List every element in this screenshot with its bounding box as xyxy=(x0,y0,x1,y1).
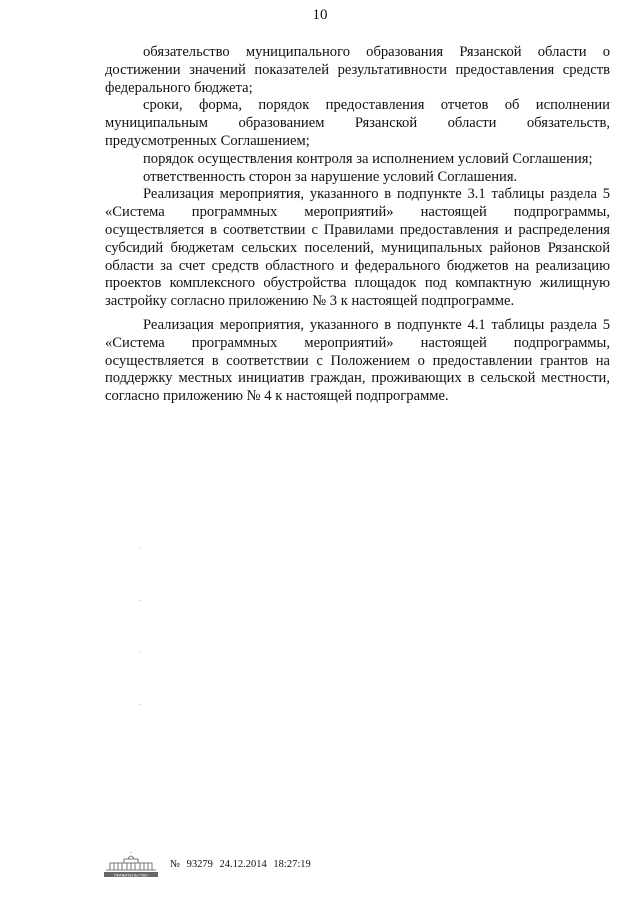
registration-footer xyxy=(100,852,315,878)
paragraph-responsibility: ответственность сторон за нарушение условий Соглашения. xyxy=(143,168,518,185)
scan-speck xyxy=(140,704,141,705)
scan-speck xyxy=(140,548,141,549)
document-registration xyxy=(170,859,315,878)
document-body xyxy=(105,44,610,406)
paragraph-control: порядок осуществления контроля за исполнением условий Соглашения; xyxy=(143,150,593,167)
document-date: 24.12.2014 xyxy=(219,859,267,870)
seal-text: ПРАВИТЕЛЬСТВО xyxy=(114,872,148,878)
scan-speck xyxy=(140,600,141,601)
document-number-mark: № xyxy=(170,859,181,870)
document-time: 18:27:19 xyxy=(273,859,311,870)
document-number: 93279 xyxy=(186,859,213,870)
paragraph-reporting: сроки, форма, порядок предоставления отчетов об исполнении муниципальным образованием Рязанской области обязательств, предусмотренных Соглашением; xyxy=(105,97,610,149)
page-number: 10 xyxy=(312,7,328,23)
scan-speck xyxy=(140,652,141,653)
paragraph-subsidies: Реализация мероприятия, указанного в подпункте 3.1 таблицы раздела 5 «Система программных мероприятий» настоящей подпрограммы, осуществляется в соответствии с Правилами предоставления и распределения субсидий бюджетам сельских поселений, муниципальных районов Рязанской области за счет средств областного и федерального бюджетов на реализацию проектов комплексного обустройства площадок под компактную жилищную застройку согласно приложению № 3 к настоящей подпрограмме. xyxy=(105,186,610,310)
government-building-icon xyxy=(100,852,162,878)
paragraph-grants: Реализация мероприятия, указанного в подпункте 4.1 таблицы раздела 5 «Система программных мероприятий» настоящей подпрограммы, осуществляется в соответствии с Положением о предоставлении грантов на поддержку местных инициатив граждан, проживающих в сельской местности, согласно приложению № 4 к настоящей подпрограмме. xyxy=(105,316,610,405)
paragraph-obligation: обязательство муниципального образования Рязанской области о достижении значений показателей результативности предоставления средств федерального бюджета; xyxy=(105,44,610,96)
